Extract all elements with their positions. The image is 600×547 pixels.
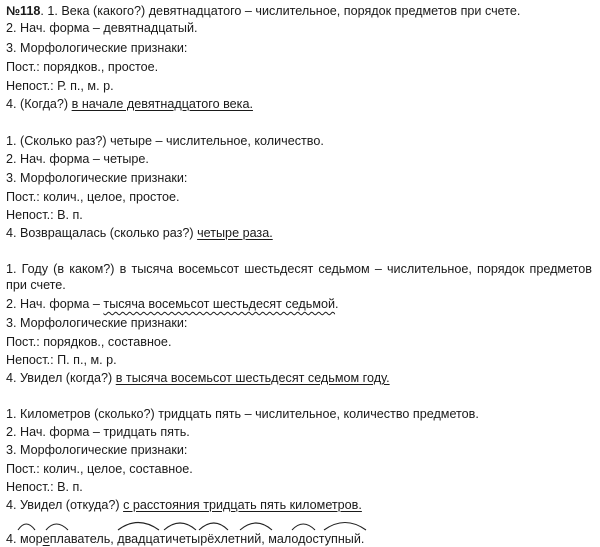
b4-line-3: 3. Морфологические признаки: bbox=[6, 443, 188, 457]
b3-line-2-end: . bbox=[335, 297, 339, 311]
b4-line-5: Непост.: В. п. bbox=[6, 480, 83, 494]
b1-adverbial-underlined: в начале девятнадцатого века. bbox=[71, 97, 253, 111]
b4-line-1: 1. Километров (сколько?) тридцать пять – числительное, количество предметов. bbox=[6, 407, 479, 421]
b3-line-5: Непост.: П. п., м. р. bbox=[6, 353, 117, 367]
root-arc-6 bbox=[240, 523, 272, 530]
b4-line-6-lead: 4. Увидел (откуда?) bbox=[6, 498, 124, 512]
b1-line-6 bbox=[6, 96, 253, 112]
b2-line-6-lead: 4. Возвращалась (сколько раз?) bbox=[6, 226, 198, 240]
b4-line-2: 2. Нач. форма – тридцать пять. bbox=[6, 425, 190, 439]
root-arc-2 bbox=[46, 524, 68, 530]
b4-line-6 bbox=[6, 497, 362, 513]
b2-line-1: 1. (Сколько раз?) четыре – числительное, количество. bbox=[6, 134, 324, 148]
b2-line-5: Непост.: В. п. bbox=[6, 208, 83, 222]
task-line bbox=[6, 3, 520, 19]
b4-line-4: Пост.: колич., целое, составное. bbox=[6, 462, 193, 476]
last-line bbox=[6, 531, 364, 547]
b3-line-1: 1. Году (в каком?) в тысяча восемьсот шестьдесят седьмом – числительное, порядок предметов при счете. bbox=[6, 262, 592, 292]
last-line-rest: , двадцатичетырёхлетний, малодоступный. bbox=[110, 532, 365, 546]
b1-line-4: Пост.: порядков., простое. bbox=[6, 60, 159, 74]
b3-line-6-lead: 4. Увидел (когда?) bbox=[6, 371, 116, 385]
b3-adverbial-underlined: в тысяча восемьсот шестьдесят седьмом году. bbox=[115, 371, 390, 385]
b2-line-2: 2. Нач. форма – четыре. bbox=[6, 152, 149, 166]
root-arc-3 bbox=[118, 523, 159, 531]
word-part-1: мор bbox=[20, 532, 43, 546]
b1-line-2: 2. Нач. форма – девятнадцатый. bbox=[6, 21, 198, 35]
word-part-2: плаватель bbox=[49, 532, 111, 546]
root-arc-1 bbox=[18, 524, 35, 530]
b2-line-3: 3. Морфологические признаки: bbox=[6, 171, 188, 185]
b2-line-6 bbox=[6, 225, 273, 241]
b1-line-3: 3. Морфологические признаки: bbox=[6, 41, 188, 55]
connecting-vowel: е bbox=[42, 532, 50, 546]
b4-adverbial-underlined: с расстояния тридцать пять километров. bbox=[123, 498, 362, 512]
root-arc-7 bbox=[292, 524, 315, 530]
b3-line-2 bbox=[6, 296, 339, 312]
task-number: №118 bbox=[6, 4, 41, 18]
b1-line-6-lead: 4. (Когда?) bbox=[6, 97, 72, 111]
b3-line-6 bbox=[6, 370, 390, 386]
b2-adverbial-underlined: четыре раза. bbox=[197, 226, 273, 240]
b2-line-4: Пост.: колич., целое, простое. bbox=[6, 190, 180, 204]
task-line-text: . 1. Века (какого?) девятнадцатого – числительное, порядок предметов при счете. bbox=[40, 4, 521, 18]
b3-line-4: Пост.: порядков., составное. bbox=[6, 335, 172, 349]
root-arc-8 bbox=[324, 523, 366, 531]
b3-initial-form-wavy: тысяча восемьсот шестьдесят седьмой bbox=[103, 297, 336, 311]
last-line-prefix: 4. bbox=[6, 532, 21, 546]
root-arc-4 bbox=[164, 523, 196, 530]
b3-line-3: 3. Морфологические признаки: bbox=[6, 316, 188, 330]
b1-line-5: Непост.: Р. п., м. р. bbox=[6, 79, 114, 93]
b3-line-2-lead: 2. Нач. форма – bbox=[6, 297, 104, 311]
root-arc-5 bbox=[199, 523, 228, 530]
